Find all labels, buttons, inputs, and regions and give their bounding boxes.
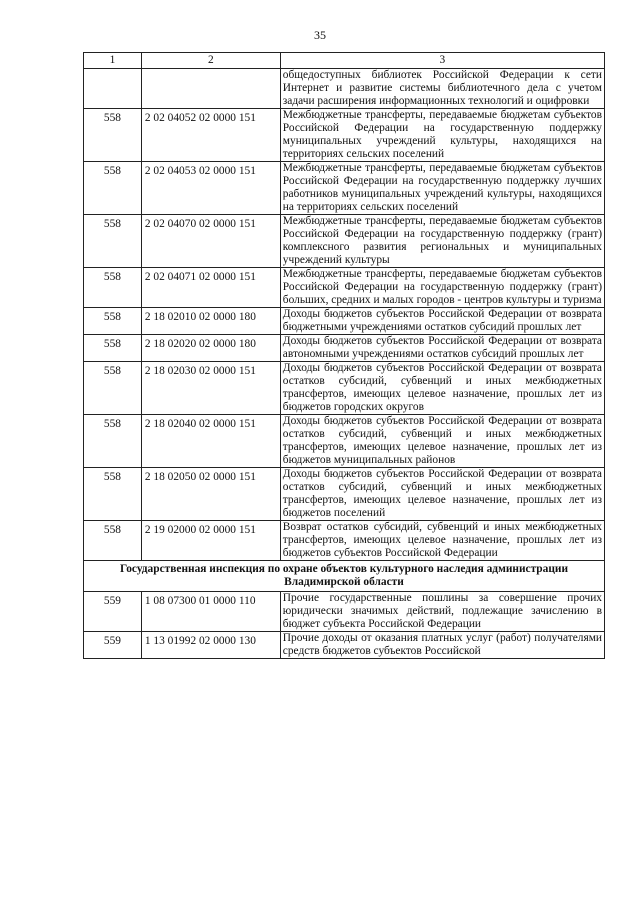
header-col-1: 1 <box>84 53 142 69</box>
budget-code-cell: 2 02 04052 02 0000 151 <box>141 109 280 162</box>
table-row <box>84 109 605 162</box>
description-cell: Возврат остатков субсидий, субвенций и иных межбюджетных трансфертов, имеющих целевое назначение, прошлых лет из бюджетов субъектов Российской Федерации <box>280 521 604 561</box>
budget-code-cell: 2 18 02050 02 0000 151 <box>141 468 280 521</box>
description-cell: Доходы бюджетов субъектов Российской Федерации от возврата автономными учреждениями остатков субсидий прошлых лет <box>280 335 604 362</box>
budget-code-cell: 1 13 01992 02 0000 130 <box>141 632 280 659</box>
table-row <box>84 632 605 659</box>
table-row <box>84 308 605 335</box>
admin-code-cell: 558 <box>84 521 142 561</box>
description-cell: Доходы бюджетов субъектов Российской Федерации от возврата остатков субсидий, субвенций и иных межбюджетных трансфертов, имеющих целевое назначение, прошлых лет из бюджетов городских округов <box>280 362 604 415</box>
description-cell: Доходы бюджетов субъектов Российской Федерации от возврата остатков субсидий, субвенций и иных межбюджетных трансфертов, имеющих целевое назначение, прошлых лет из бюджетов поселений <box>280 468 604 521</box>
budget-code-cell: 2 02 04070 02 0000 151 <box>141 215 280 268</box>
description-cell: Межбюджетные трансферты, передаваемые бюджетам субъектов Российской Федерации на государственную поддержку (грант) больших, средних и малых городов - центров культуры и туризма <box>280 268 604 308</box>
admin-code-cell: 558 <box>84 362 142 415</box>
table-row <box>84 162 605 215</box>
budget-code-cell: 1 08 07300 01 0000 110 <box>141 592 280 632</box>
budget-code-cell <box>141 69 280 109</box>
budget-code-cell: 2 18 02010 02 0000 180 <box>141 308 280 335</box>
description-cell: Прочие доходы от оказания платных услуг (работ) получателями средств бюджетов субъектов Российской <box>280 632 604 659</box>
table-row <box>84 415 605 468</box>
table-row <box>84 268 605 308</box>
table-row <box>84 69 605 109</box>
table-row <box>84 592 605 632</box>
admin-code-cell: 559 <box>84 592 142 632</box>
admin-code-cell: 558 <box>84 468 142 521</box>
admin-code-cell: 559 <box>84 632 142 659</box>
section-title: Государственная инспекция по охране объектов культурного наследия администрации Владимирской области <box>84 561 605 592</box>
admin-code-cell: 558 <box>84 268 142 308</box>
table-row <box>84 335 605 362</box>
budget-code-cell: 2 18 02020 02 0000 180 <box>141 335 280 362</box>
budget-code-cell: 2 02 04071 02 0000 151 <box>141 268 280 308</box>
admin-code-cell: 558 <box>84 162 142 215</box>
budget-code-cell: 2 19 02000 02 0000 151 <box>141 521 280 561</box>
admin-code-cell: 558 <box>84 308 142 335</box>
admin-code-cell: 558 <box>84 415 142 468</box>
header-col-3: 3 <box>280 53 604 69</box>
table-row <box>84 521 605 561</box>
description-cell: Доходы бюджетов субъектов Российской Федерации от возврата бюджетными учреждениями остатков субсидий прошлых лет <box>280 308 604 335</box>
budget-code-cell: 2 02 04053 02 0000 151 <box>141 162 280 215</box>
description-cell: Межбюджетные трансферты, передаваемые бюджетам субъектов Российской Федерации на государственную поддержку лучших работников муниципальных учреждений культуры, находящихся на территориях сельских поселений <box>280 162 604 215</box>
admin-code-cell: 558 <box>84 215 142 268</box>
admin-code-cell: 558 <box>84 109 142 162</box>
table-row <box>84 468 605 521</box>
table-row <box>84 362 605 415</box>
table-body <box>84 69 605 659</box>
header-col-2: 2 <box>141 53 280 69</box>
budget-codes-table <box>83 52 605 659</box>
admin-code-cell: 558 <box>84 335 142 362</box>
admin-code-cell <box>84 69 142 109</box>
section-header-row <box>84 561 605 592</box>
budget-code-cell: 2 18 02040 02 0000 151 <box>141 415 280 468</box>
budget-code-cell: 2 18 02030 02 0000 151 <box>141 362 280 415</box>
description-cell: общедоступных библиотек Российской Федерации к сети Интернет и развитие системы библиотечного дела с учетом задачи расширения информационных технологий и оцифровки <box>280 69 604 109</box>
table-header-row <box>84 53 605 69</box>
description-cell: Межбюджетные трансферты, передаваемые бюджетам субъектов Российской Федерации на государственную поддержку (грант) комплексного развития региональных и муниципальных учреждений культуры <box>280 215 604 268</box>
description-cell: Межбюджетные трансферты, передаваемые бюджетам субъектов Российской Федерации на государственную поддержку муниципальных учреждений культуры, находящихся на территориях сельских поселений <box>280 109 604 162</box>
description-cell: Прочие государственные пошлины за совершение прочих юридически значимых действий, подлежащие зачислению в бюджет субъекта Российской Федерации <box>280 592 604 632</box>
page-number: 35 <box>314 28 326 42</box>
description-cell: Доходы бюджетов субъектов Российской Федерации от возврата остатков субсидий, субвенций и иных межбюджетных трансфертов, имеющих целевое назначение, прошлых лет из бюджетов муниципальных районов <box>280 415 604 468</box>
table-row <box>84 215 605 268</box>
